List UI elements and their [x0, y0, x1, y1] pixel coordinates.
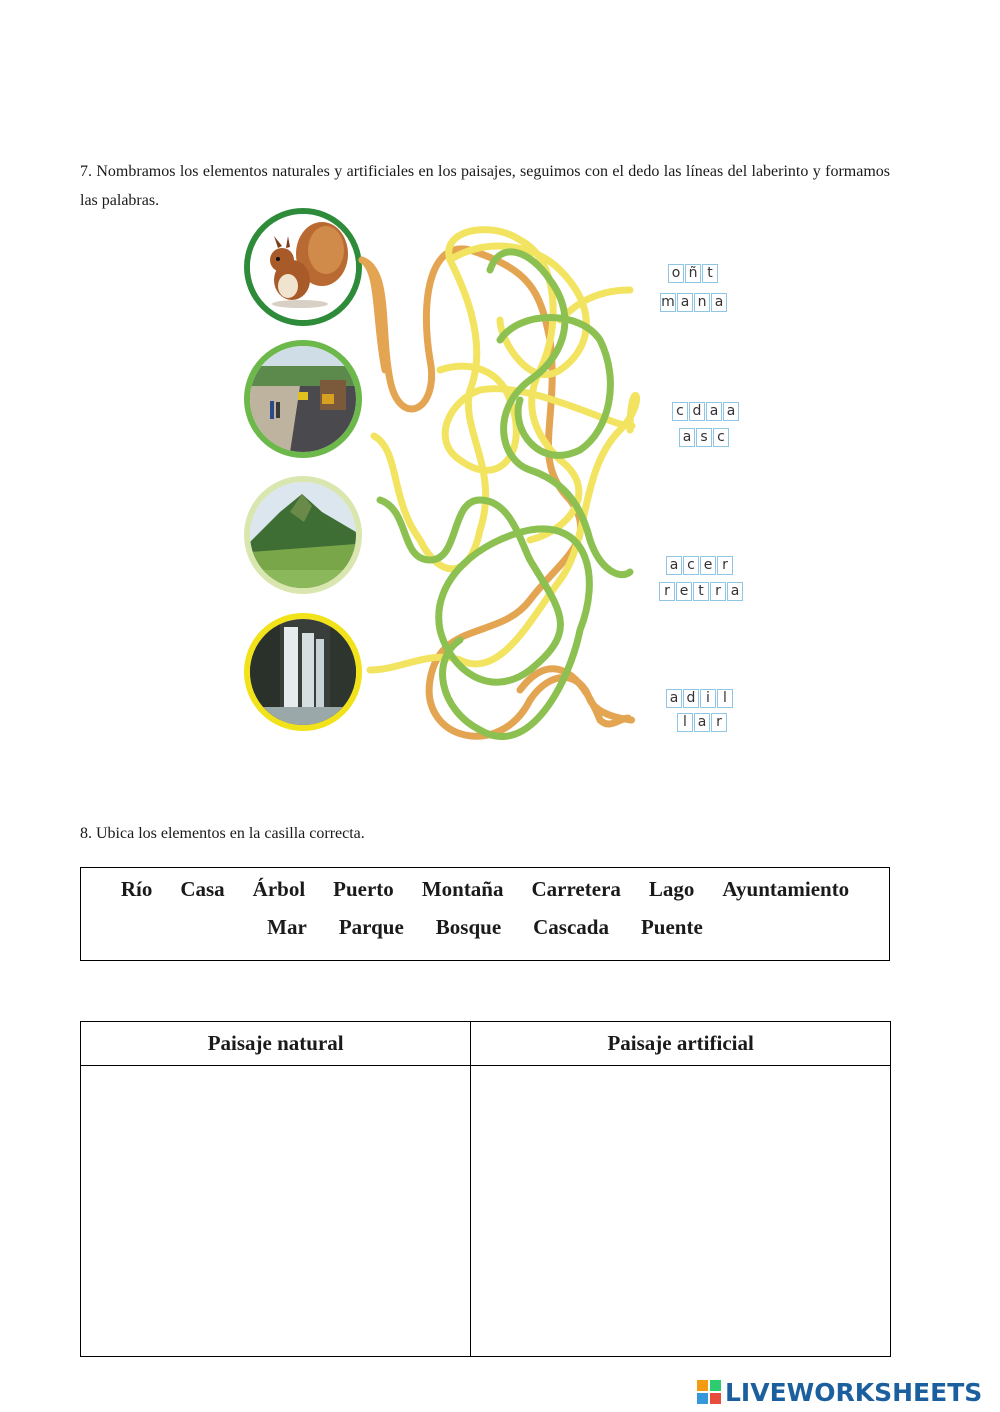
- logo-text: LIVEWORKSHEETS: [725, 1377, 983, 1407]
- header-artificial-landscape: Paisaje artificial: [471, 1022, 891, 1066]
- letter-tile: c: [672, 402, 688, 421]
- word-bank-item: Mar: [267, 915, 307, 939]
- scrambled-word-3a: [666, 556, 734, 575]
- letter-tile: a: [694, 713, 710, 732]
- letter-tile: a: [727, 582, 743, 601]
- word-bank-item: Puerto: [333, 877, 394, 901]
- maze-activity: [200, 200, 760, 770]
- word-bank-item: Parque: [338, 915, 404, 939]
- letter-tile: t: [702, 264, 718, 283]
- letter-tile: c: [713, 428, 729, 447]
- natural-landscape-answer-cell[interactable]: [81, 1066, 471, 1357]
- word-bank-item: Montaña: [421, 877, 504, 901]
- scrambled-word-2a: [672, 402, 740, 421]
- scrambled-word-4b: [677, 713, 728, 732]
- letter-tile: a: [723, 402, 739, 421]
- letter-tile: r: [659, 582, 675, 601]
- word-bank-item: Río: [120, 877, 153, 901]
- word-bank-row-1: [81, 877, 889, 902]
- letter-tile: ñ: [685, 264, 701, 283]
- maze-lines: [200, 200, 760, 770]
- word-bank-item: Cascada: [533, 915, 609, 939]
- scrambled-word-1a: [668, 264, 719, 283]
- artificial-landscape-answer-cell[interactable]: [471, 1066, 891, 1357]
- word-bank: [80, 867, 890, 961]
- letter-tile: l: [677, 713, 693, 732]
- word-bank-item: Ayuntamiento: [722, 877, 850, 901]
- word-bank-item: Árbol: [252, 877, 306, 901]
- letter-tile: n: [694, 293, 710, 312]
- header-natural-landscape: Paisaje natural: [81, 1022, 471, 1066]
- classification-table: [80, 1021, 891, 1357]
- letter-tile: a: [711, 293, 727, 312]
- letter-tile: l: [717, 689, 733, 708]
- word-bank-item: Lago: [648, 877, 695, 901]
- logo-icon: [697, 1380, 721, 1404]
- letter-tile: e: [676, 582, 692, 601]
- letter-tile: d: [683, 689, 699, 708]
- exercise-8-instruction: 8. Ubica los elementos en la casilla correcta.: [80, 825, 365, 842]
- word-bank-row-2: [81, 915, 889, 940]
- letter-tile: a: [666, 556, 682, 575]
- letter-tile: r: [717, 556, 733, 575]
- letter-tile: r: [710, 582, 726, 601]
- letter-tile: a: [679, 428, 695, 447]
- exercise-7-instruction: 7. Nombramos los elementos naturales y artificiales en los paisajes, seguimos con el dedo las líneas del laberinto y formamos las palabras.: [80, 163, 890, 209]
- letter-tile: t: [693, 582, 709, 601]
- letter-tile: e: [700, 556, 716, 575]
- word-bank-item: Casa: [180, 877, 225, 901]
- letter-tile: a: [666, 689, 682, 708]
- letter-tile: r: [711, 713, 727, 732]
- letter-tile: o: [668, 264, 684, 283]
- scrambled-word-2b: [679, 428, 730, 447]
- liveworksheets-logo: [697, 1377, 982, 1407]
- letter-tile: d: [689, 402, 705, 421]
- letter-tile: c: [683, 556, 699, 575]
- letter-tile: a: [706, 402, 722, 421]
- letter-tile: s: [696, 428, 712, 447]
- word-bank-item: Carretera: [531, 877, 621, 901]
- letter-tile: m: [661, 294, 675, 310]
- letter-tile: a: [677, 293, 693, 312]
- scrambled-word-4a: [666, 689, 734, 708]
- word-bank-item: Puente: [640, 915, 703, 939]
- letter-tile: i: [700, 689, 716, 708]
- scrambled-word-3b: [659, 582, 744, 601]
- word-bank-item: Bosque: [435, 915, 502, 939]
- scrambled-word-1b: [660, 293, 728, 312]
